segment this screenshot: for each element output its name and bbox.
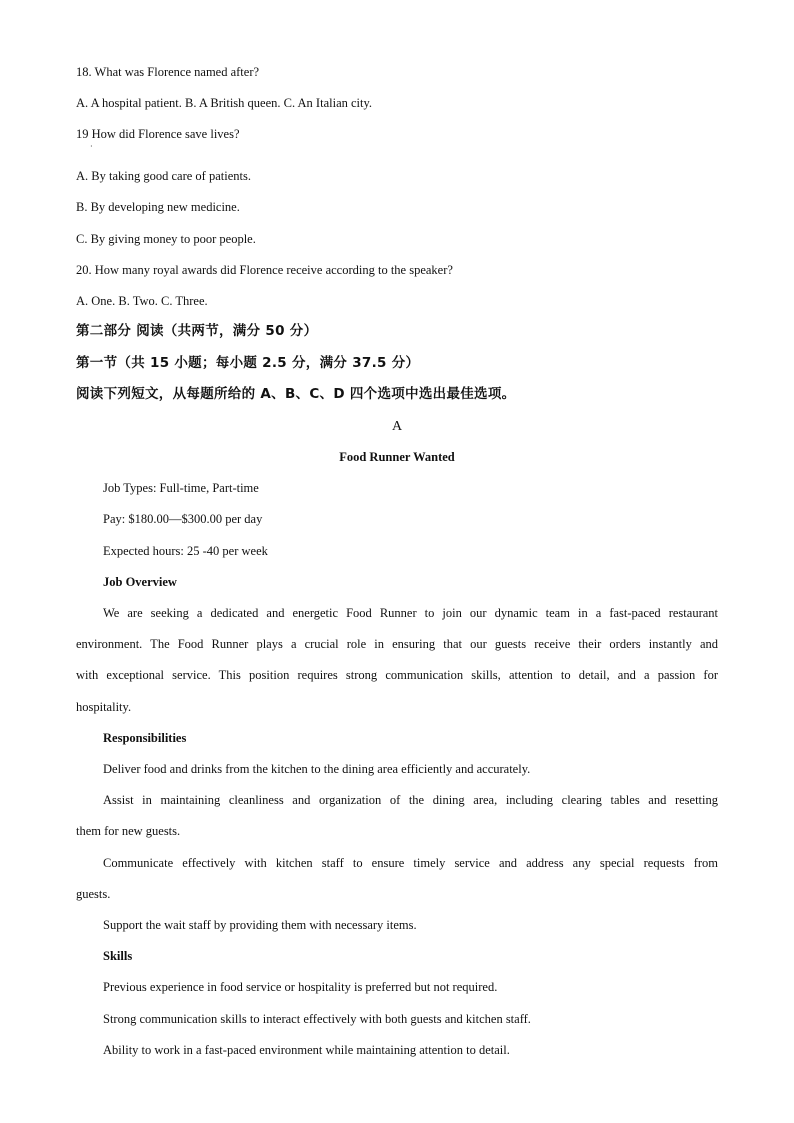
question-19-stem: 19 How did Florence save lives? bbox=[76, 127, 240, 141]
skills-heading: Skills bbox=[103, 949, 133, 963]
responsibility-3-line-1: Communicate effectively with kitchen staff to ensure timely service and address any special requests from bbox=[103, 856, 718, 870]
expected-hours: Expected hours: 25 -40 per week bbox=[103, 544, 268, 558]
job-types: Job Types: Full-time, Part-time bbox=[103, 481, 259, 495]
job-overview-heading: Job Overview bbox=[103, 575, 177, 589]
question-18-stem: 18. What was Florence named after? bbox=[76, 65, 260, 79]
section-instruction: 阅读下列短文，从每题所给的 A、B、C、D 四个选项中选出最佳选项。 bbox=[76, 386, 516, 402]
responsibility-2-line-1: Assist in maintaining cleanliness and organization of the dining area, including clearing tables and resetting bbox=[103, 793, 718, 807]
stray-dot: · bbox=[90, 142, 93, 151]
section-sub-heading: 第一节（共 15 小题；每小题 2.5 分，满分 37.5 分） bbox=[76, 355, 420, 371]
skill-3: Ability to work in a fast-paced environment while maintaining attention to detail. bbox=[103, 1043, 510, 1057]
responsibility-2-line-2: them for new guests. bbox=[76, 824, 181, 838]
overview-line-4: hospitality. bbox=[76, 700, 132, 714]
passage-letter: A bbox=[391, 419, 403, 434]
question-20-stem: 20. How many royal awards did Florence receive according to the speaker? bbox=[76, 263, 453, 277]
responsibility-4: Support the wait staff by providing them with necessary items. bbox=[103, 918, 417, 932]
overview-line-3: with exceptional service. This position requires strong communication skills, attention to detail, and a passion for bbox=[76, 668, 718, 682]
passage-title: Food Runner Wanted bbox=[339, 450, 455, 464]
pay: Pay: $180.00—$300.00 per day bbox=[103, 512, 263, 526]
skill-1: Previous experience in food service or hospitality is preferred but not required. bbox=[103, 980, 498, 994]
overview-line-2: environment. The Food Runner plays a crucial role in ensuring that our guests receive their orders instantly and bbox=[76, 637, 718, 651]
responsibilities-heading: Responsibilities bbox=[103, 731, 187, 745]
responsibility-3-line-2: guests. bbox=[76, 887, 111, 901]
skill-2: Strong communication skills to interact effectively with both guests and kitchen staff. bbox=[103, 1012, 531, 1026]
overview-line-1: We are seeking a dedicated and energetic Food Runner to join our dynamic team in a fast-paced restaurant bbox=[103, 606, 718, 620]
responsibility-1: Deliver food and drinks from the kitchen to the dining area efficiently and accurately. bbox=[103, 762, 531, 776]
question-19-option-c: C. By giving money to poor people. bbox=[76, 232, 256, 246]
question-18-options: A. A hospital patient. B. A British queen. C. An Italian city. bbox=[76, 96, 373, 110]
question-19-option-a: A. By taking good care of patients. bbox=[76, 169, 251, 183]
question-19-option-b: B. By developing new medicine. bbox=[76, 200, 240, 214]
question-20-options: A. One. B. Two. C. Three. bbox=[76, 294, 208, 308]
section-part-heading: 第二部分 阅读（共两节，满分 50 分） bbox=[76, 323, 318, 339]
